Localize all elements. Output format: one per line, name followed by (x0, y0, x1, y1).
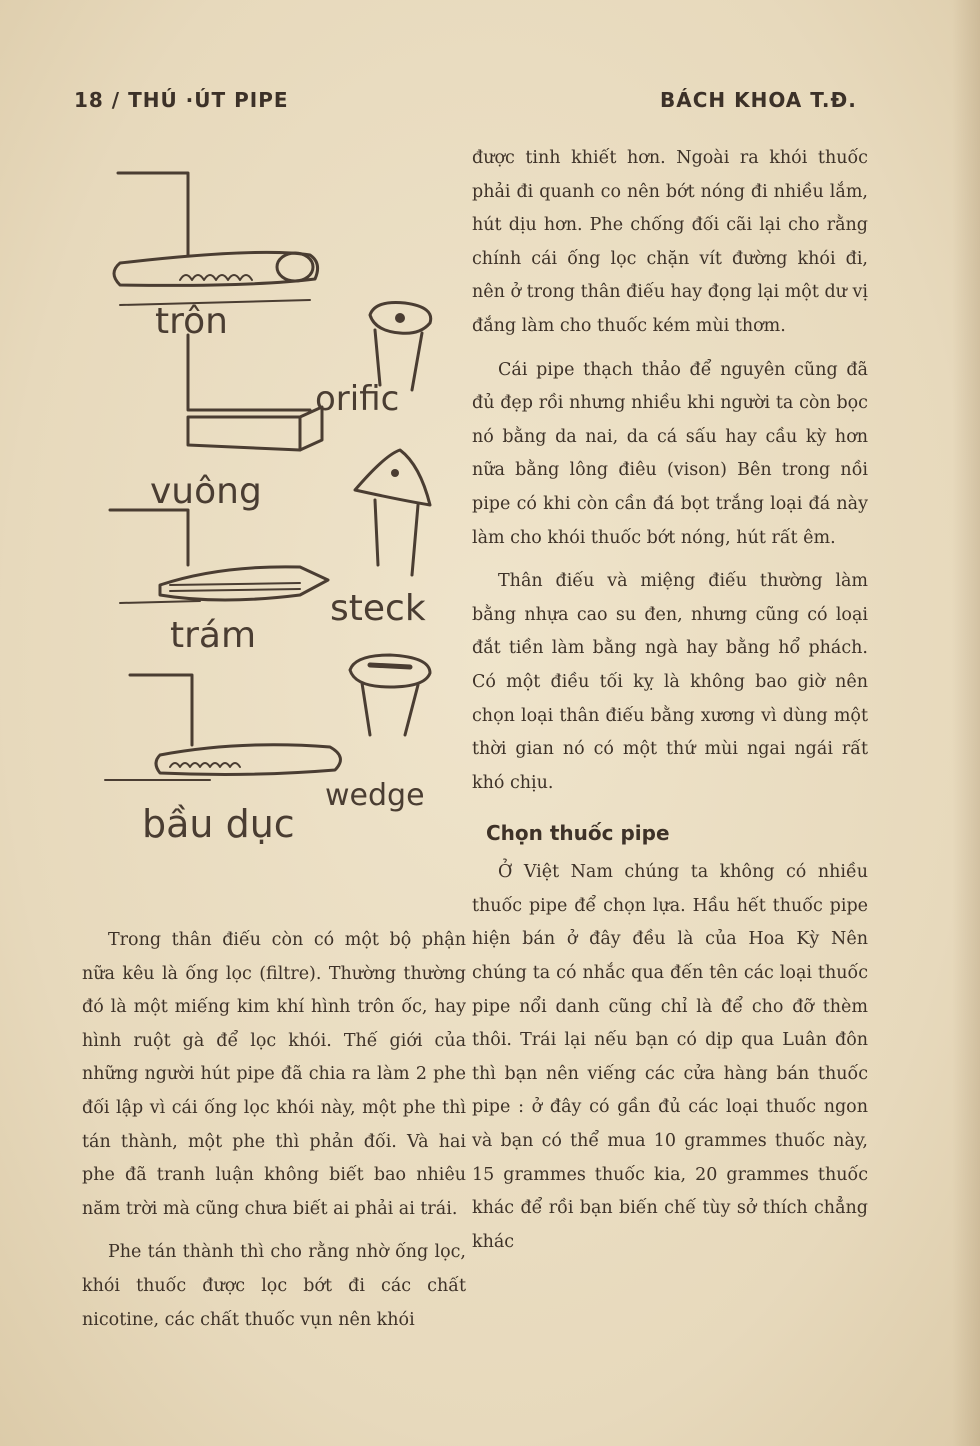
paragraph: Ở Việt Nam chúng ta không có nhiều thuốc pipe để chọn lựa. Hầu hết thuốc pipe hiện bán ở đây đều là của Hoa Kỳ Nên chúng ta có nhắc qua đến tên các loại thuốc pipe nổi danh cũng chỉ là để cho đỡ thèm thôi. Trái lại nếu bạn có dịp qua Luân đôn thì bạn nên viếng các cửa hàng bán thuốc pipe : ở đây có gần đủ các loại thuốc ngon và bạn có thể mua 10 grammes thuốc này, 15 grammes thuốc kia, 20 grammes thuốc khác để rồi bạn biến chế tùy sở thích chẳng khác (472, 862, 868, 1252)
stem-line-round (118, 173, 188, 255)
stem-oval (156, 745, 340, 775)
steck-hole (391, 469, 399, 477)
label-orific: orific (315, 379, 400, 419)
paragraph: Trong thân điếu còn có một bộ phận nữa kêu là ống lọc (filtre). Thường thường đó là một miếng kim khí hình trôn ốc, hay hình ruột gà để lọc khói. Thế giới của những người hút pipe đã chia ra làm 2 phe đối lập vì cái ống lọc khói này, một phe thì tán thành, một phe thì phản đối. Và hai phe đã tranh luận không biết bao nhiêu năm trời mà cũng chưa biết ai phải ai trái. (82, 930, 466, 1219)
label-vuong: vuông (150, 471, 262, 512)
stem-round-end (277, 253, 313, 281)
paragraph: được tinh khiết hơn. Ngoài ra khói thuốc phải đi quanh co nên bớt nóng đi nhiều lắm, hút dịu hơn. Phe chống đối cãi lại cho rằng chính cái ống lọc chặn vít đường khói đi, nên ở trong thân điếu hay đọng lại một dư vị đắng làm cho thuốc kém mùi thơm. (472, 148, 868, 336)
stem-round-thread (180, 275, 252, 280)
running-header-right: BÁCH KHOA T.Đ. (660, 88, 857, 112)
label-steck: steck (330, 588, 426, 629)
paragraph: Phe tán thành thì cho rằng nhờ ống lọc, khói thuốc được lọc bớt đi các chất nicotine, các chất thuốc vụn nên khói (82, 1242, 466, 1330)
label-bau-duc: bầu dục (142, 802, 295, 846)
stem-diamond-lines (170, 583, 300, 591)
wedge-slot (370, 665, 410, 667)
label-wedge: wedge (325, 778, 425, 813)
running-header-left: 18 / THÚ ·ÚT PIPE (74, 88, 289, 112)
paragraph: Cái pipe thạch thảo để nguyên cũng đã đủ đẹp rồi nhưng nhiều khi người ta còn bọc nó bằng da nai, da cá sấu hay cầu kỳ hơn nữa bằng lông điêu (vison) Bên trong nồi pipe có khi còn cần đá bọt trắng loại đá này làm cho khói thuốc bớt nóng, hút rất êm. (472, 359, 868, 548)
right-column (472, 142, 868, 1269)
stem-oval-thread (170, 763, 240, 767)
label-tram: trám (170, 615, 257, 656)
paragraph: Thân điếu và miệng điếu thường làm bằng nhựa cao su đen, nhưng cũng có loại đắt tiền làm bằng ngà hay bằng hổ phách. Có một điều tối kỵ là không bao giờ nên chọn loại thân điếu bằng xương vì dùng một thời gian nó có một thứ mùi ngai ngái rất khó chịu. (472, 571, 868, 793)
orific-hole (395, 313, 405, 323)
stem-square (188, 407, 322, 450)
mouthpiece-steck-top (355, 450, 430, 505)
stem-line-oval (130, 675, 192, 745)
stem-line-square-2 (188, 335, 310, 410)
page-edge-shadow (952, 0, 980, 1446)
label-tron: trôn (155, 301, 228, 342)
pipe-shapes-drawing (100, 155, 460, 855)
section-heading: Chọn thuốc pipe (486, 821, 670, 846)
pipe-shapes-illustration (100, 155, 460, 855)
mouthpiece-steck-body (375, 500, 418, 575)
stem-line-diamond-2 (120, 601, 200, 603)
left-column (82, 924, 466, 1347)
mouthpiece-wedge-body (362, 683, 418, 735)
stem-line-diamond (110, 510, 188, 565)
